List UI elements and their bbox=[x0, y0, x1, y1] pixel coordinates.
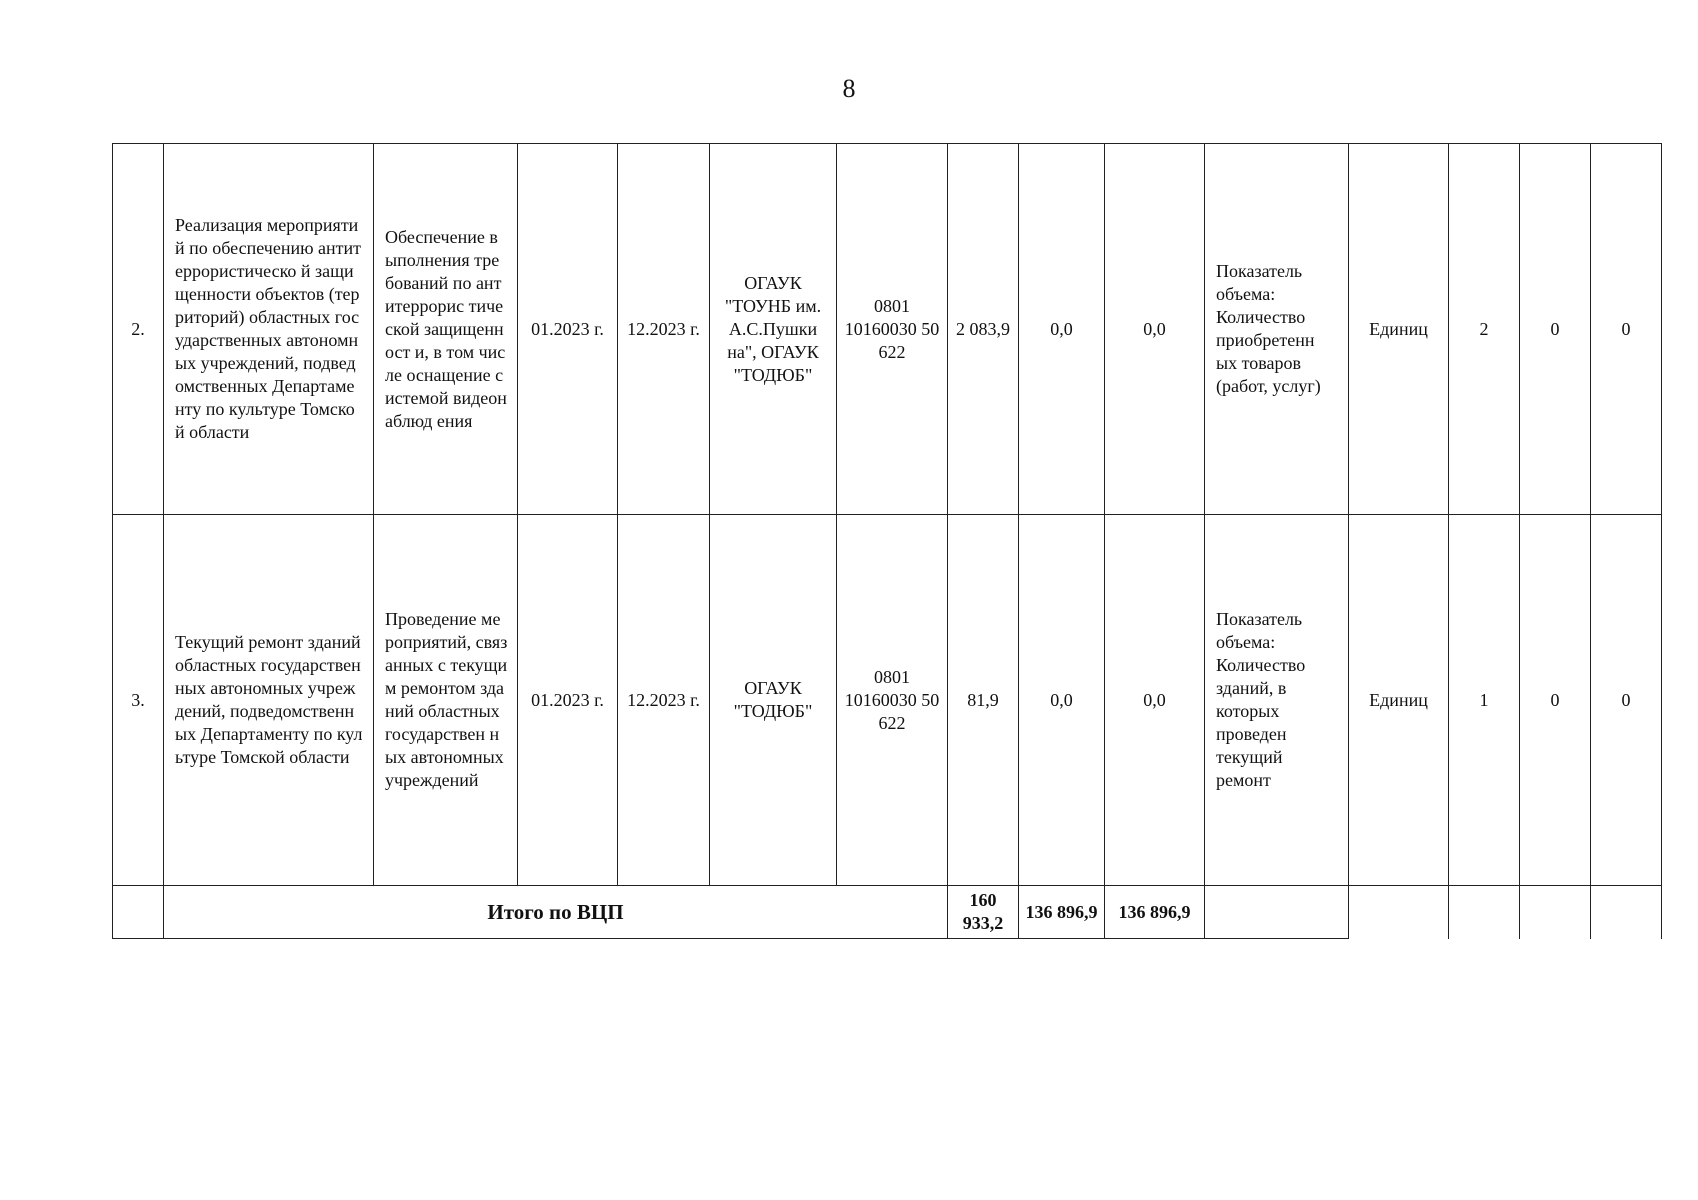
indicator-value-2: 0 bbox=[1520, 144, 1591, 515]
event-name: Текущий ремонт зданий областных государственных автономных учреждений, подведомственных Департаменту по культуре Томской области bbox=[164, 515, 374, 886]
total-row bbox=[113, 886, 1662, 939]
start-date: 01.2023 г. bbox=[518, 515, 618, 886]
total-empty-cell bbox=[1349, 886, 1449, 939]
amount-year-3: 0,0 bbox=[1105, 515, 1205, 886]
executor: ОГАУК "ТОДЮБ" bbox=[710, 515, 837, 886]
event-name: Реализация мероприятий по обеспечению антитеррористическо й защищенности объектов (территорий) областных государственных автономных учреждений, подведомственных Департаменту по культуре Томской области bbox=[164, 144, 374, 515]
total-empty-cell bbox=[1520, 886, 1591, 939]
indicator-description: Показатель объема: Количество зданий, в которых проведен текущий ремонт bbox=[1205, 515, 1349, 886]
executor: ОГАУК "ТОУНБ им. А.С.Пушки на", ОГАУК "ТОДЮБ" bbox=[710, 144, 837, 515]
total-label: Итого по ВЦП bbox=[164, 886, 948, 939]
total-empty-cell bbox=[1449, 886, 1520, 939]
amount-year-1: 81,9 bbox=[948, 515, 1019, 886]
table-row bbox=[113, 144, 1662, 515]
unit: Единиц bbox=[1349, 515, 1449, 886]
task-description: Обеспечение выполнения требований по антитеррорис тической защищенност и, в том числе оснащение системой видеонаблюд ения bbox=[374, 144, 518, 515]
end-date: 12.2023 г. bbox=[618, 515, 710, 886]
indicator-value-3: 0 bbox=[1591, 515, 1662, 886]
program-activities-table bbox=[112, 143, 1662, 939]
indicator-value-3: 0 bbox=[1591, 144, 1662, 515]
row-number: 3. bbox=[113, 515, 164, 886]
page-number: 8 bbox=[842, 74, 856, 103]
total-amount-year-2: 136 896,9 bbox=[1019, 886, 1105, 939]
end-date: 12.2023 г. bbox=[618, 144, 710, 515]
total-amount-year-1: 160 933,2 bbox=[948, 886, 1019, 939]
total-empty-cell bbox=[113, 886, 164, 939]
task-description: Проведение мероприятий, связанных с текущим ремонтом зданий областных государствен ных автономных учреждений bbox=[374, 515, 518, 886]
total-amount-year-3: 136 896,9 bbox=[1105, 886, 1205, 939]
budget-code: 0801 10160030 50 622 bbox=[837, 515, 948, 886]
amount-year-3: 0,0 bbox=[1105, 144, 1205, 515]
unit: Единиц bbox=[1349, 144, 1449, 515]
start-date: 01.2023 г. bbox=[518, 144, 618, 515]
indicator-value-1: 1 bbox=[1449, 515, 1520, 886]
table-row bbox=[113, 515, 1662, 886]
total-empty-cell bbox=[1205, 886, 1349, 939]
amount-year-2: 0,0 bbox=[1019, 144, 1105, 515]
indicator-description: Показатель объема: Количество приобретенн ых товаров (работ, услуг) bbox=[1205, 144, 1349, 515]
row-number: 2. bbox=[113, 144, 164, 515]
indicator-value-1: 2 bbox=[1449, 144, 1520, 515]
indicator-value-2: 0 bbox=[1520, 515, 1591, 886]
budget-code: 0801 10160030 50 622 bbox=[837, 144, 948, 515]
amount-year-2: 0,0 bbox=[1019, 515, 1105, 886]
total-empty-cell bbox=[1591, 886, 1662, 939]
amount-year-1: 2 083,9 bbox=[948, 144, 1019, 515]
